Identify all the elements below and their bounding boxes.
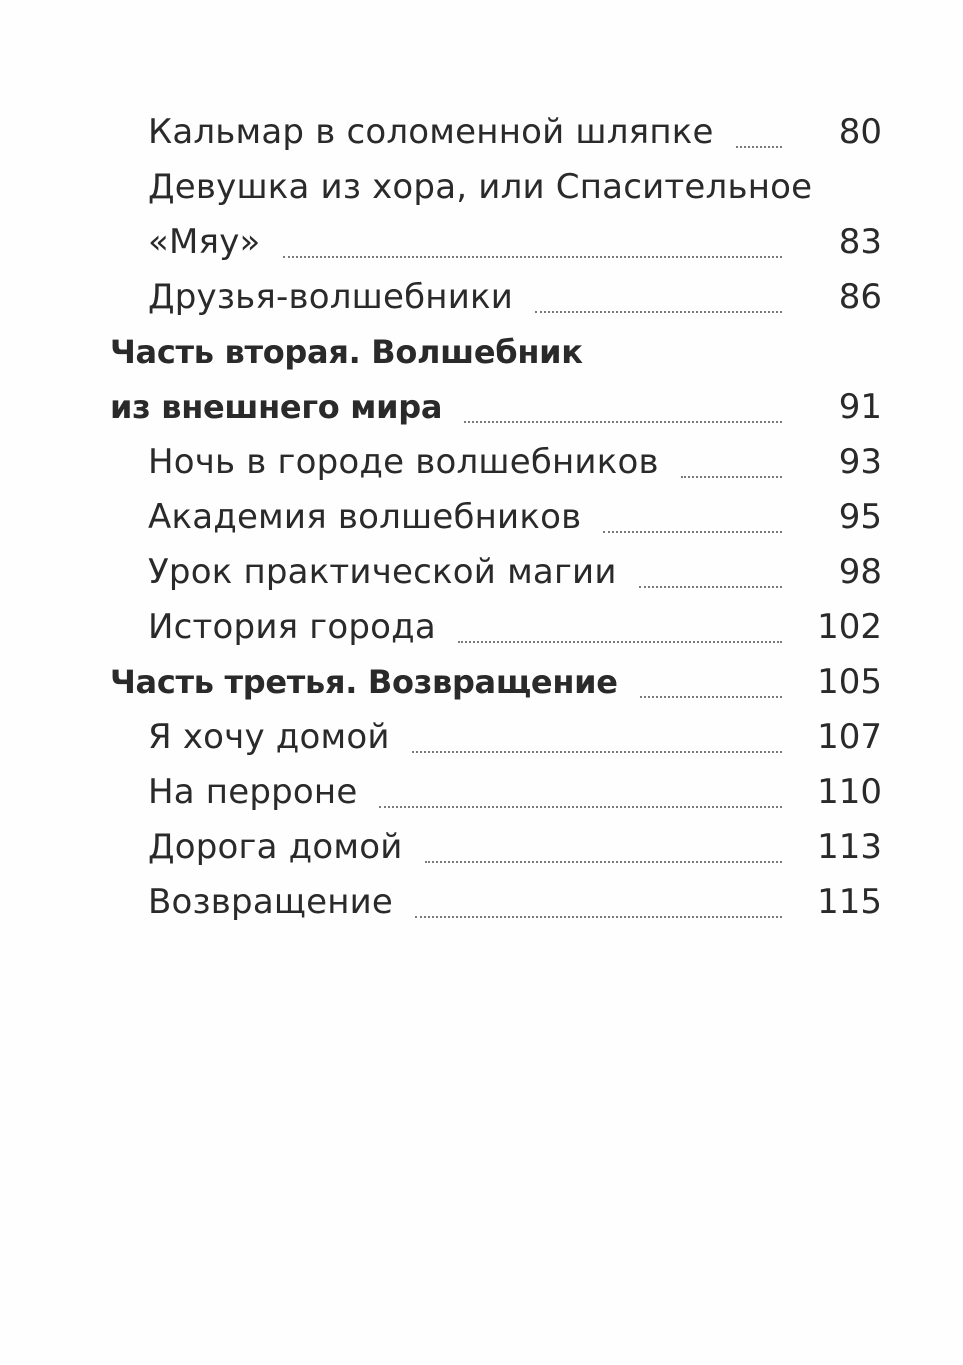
part-title: из внешнего мира bbox=[110, 388, 443, 426]
dot-leader bbox=[639, 582, 782, 588]
dot-leader bbox=[535, 307, 782, 313]
page-number: 115 bbox=[817, 882, 882, 922]
chapter-title: История города bbox=[148, 607, 436, 647]
part-title: Часть вторая. Волшебник bbox=[110, 333, 583, 371]
toc-entry-line bbox=[0, 434, 963, 489]
page-number: 86 bbox=[838, 277, 882, 317]
toc-entry-line bbox=[0, 269, 963, 324]
toc-entry-line bbox=[0, 489, 963, 544]
page-number: 95 bbox=[838, 497, 882, 537]
page-number: 110 bbox=[817, 772, 882, 812]
chapter-title: Кальмар в соломенной шляпке bbox=[148, 112, 714, 152]
chapter-title: Девушка из хора, или Спасительное bbox=[148, 167, 813, 207]
dot-leader bbox=[681, 472, 782, 478]
chapter-title: Урок практической магии bbox=[148, 552, 617, 592]
page-number: 80 bbox=[838, 112, 882, 152]
chapter-title: Друзья-волшебники bbox=[148, 277, 514, 317]
dot-leader bbox=[458, 637, 782, 643]
dot-leader bbox=[603, 527, 782, 533]
chapter-title: На перроне bbox=[148, 772, 358, 812]
toc-entry-line bbox=[0, 819, 963, 874]
toc-entry-line bbox=[0, 874, 963, 929]
dot-leader bbox=[412, 747, 782, 753]
toc-part-line bbox=[0, 654, 963, 709]
toc-entry-line bbox=[0, 599, 963, 654]
dot-leader bbox=[425, 857, 782, 863]
dot-leader bbox=[640, 692, 782, 698]
chapter-title: «Мяу» bbox=[148, 222, 261, 262]
dot-leader bbox=[736, 142, 782, 148]
dot-leader bbox=[379, 802, 782, 808]
toc-part-line bbox=[0, 379, 963, 434]
page-number: 102 bbox=[817, 607, 882, 647]
page-number: 83 bbox=[838, 222, 882, 262]
table-of-contents bbox=[0, 104, 963, 929]
part-title: Часть третья. Возвращение bbox=[110, 663, 618, 701]
toc-entry-line bbox=[0, 214, 963, 269]
chapter-title: Ночь в городе волшебников bbox=[148, 442, 659, 482]
page-number: 93 bbox=[838, 442, 882, 482]
chapter-title: Возвращение bbox=[148, 882, 394, 922]
toc-entry-line bbox=[0, 104, 963, 159]
toc-entry-line bbox=[0, 764, 963, 819]
page-number: 113 bbox=[817, 827, 882, 867]
toc-entry-line bbox=[0, 544, 963, 599]
page-number: 98 bbox=[838, 552, 882, 592]
toc-part-line bbox=[0, 324, 963, 379]
toc-entry-line bbox=[0, 709, 963, 764]
chapter-title: Академия волшебников bbox=[148, 497, 582, 537]
chapter-title: Я хочу домой bbox=[148, 717, 390, 757]
chapter-title: Дорога домой bbox=[148, 827, 403, 867]
dot-leader bbox=[464, 417, 782, 423]
dot-leader bbox=[415, 912, 782, 918]
page-number: 91 bbox=[838, 387, 882, 427]
dot-leader bbox=[283, 252, 782, 258]
page-number: 107 bbox=[817, 717, 882, 757]
page-number: 105 bbox=[817, 662, 882, 702]
toc-entry-line bbox=[0, 159, 963, 214]
